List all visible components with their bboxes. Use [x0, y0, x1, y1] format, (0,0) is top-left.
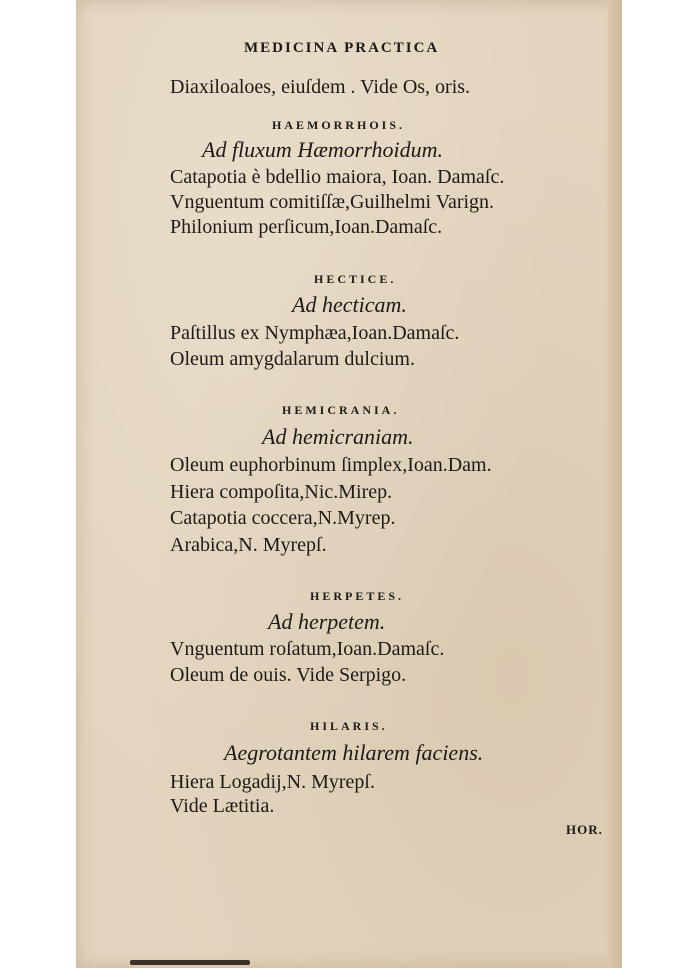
section-subtitle: Ad hemicraniam. [262, 424, 414, 449]
book-page [76, 0, 622, 968]
entry-line: Oleum euphorbinum ſimplex,Ioan.Dam. [170, 454, 492, 476]
entry-line: Arabica,N. Myrepſ. [170, 534, 327, 556]
entry-line: Vnguentum roſatum,Ioan.Damaſc. [170, 638, 445, 660]
section-heading: HAEMORRHOIS. [272, 118, 406, 132]
entry-line: Catapotia è bdellio maiora, Ioan. Damaſc. [170, 166, 505, 188]
entry-line: Philonium perſicum,Ioan.Damaſc. [170, 216, 443, 238]
entry-line: Vnguentum comitiſſæ,Guilhelmi Varign. [170, 191, 495, 213]
section-subtitle: Ad fluxum Hæmorrhoidum. [202, 137, 443, 162]
section-subtitle: Ad hecticam. [292, 292, 407, 317]
entry-line: Catapotia coccera,N.Myrep. [170, 507, 396, 529]
section-subtitle: Ad herpetem. [268, 609, 386, 634]
entry-line: Hiera Logadij,N. Myrepſ. [170, 771, 375, 793]
entry-line: Paſtillus ex Nymphæa,Ioan.Damaſc. [170, 322, 460, 344]
running-head: MEDICINA PRACTICA [244, 40, 440, 56]
entry-line: Diaxiloaloes, eiuſdem . Vide Os, oris. [170, 76, 471, 98]
section-heading: HECTICE. [314, 272, 397, 286]
catchword: HOR. [566, 822, 603, 837]
section-heading: HEMICRANIA. [282, 403, 400, 417]
entry-line: Oleum de ouis. Vide Serpigo. [170, 664, 407, 686]
page-edge-mark [130, 960, 250, 965]
page-gutter [608, 0, 622, 968]
section-subtitle: Aegrotantem hilarem faciens. [224, 740, 484, 765]
section-heading: HERPETES. [310, 589, 405, 603]
entry-line: Hiera compoſita,Nic.Mirep. [170, 481, 393, 503]
entry-line: Vide Lætitia. [170, 795, 275, 817]
section-heading: HILARIS. [310, 719, 388, 733]
entry-line: Oleum amygdalarum dulcium. [170, 348, 415, 370]
